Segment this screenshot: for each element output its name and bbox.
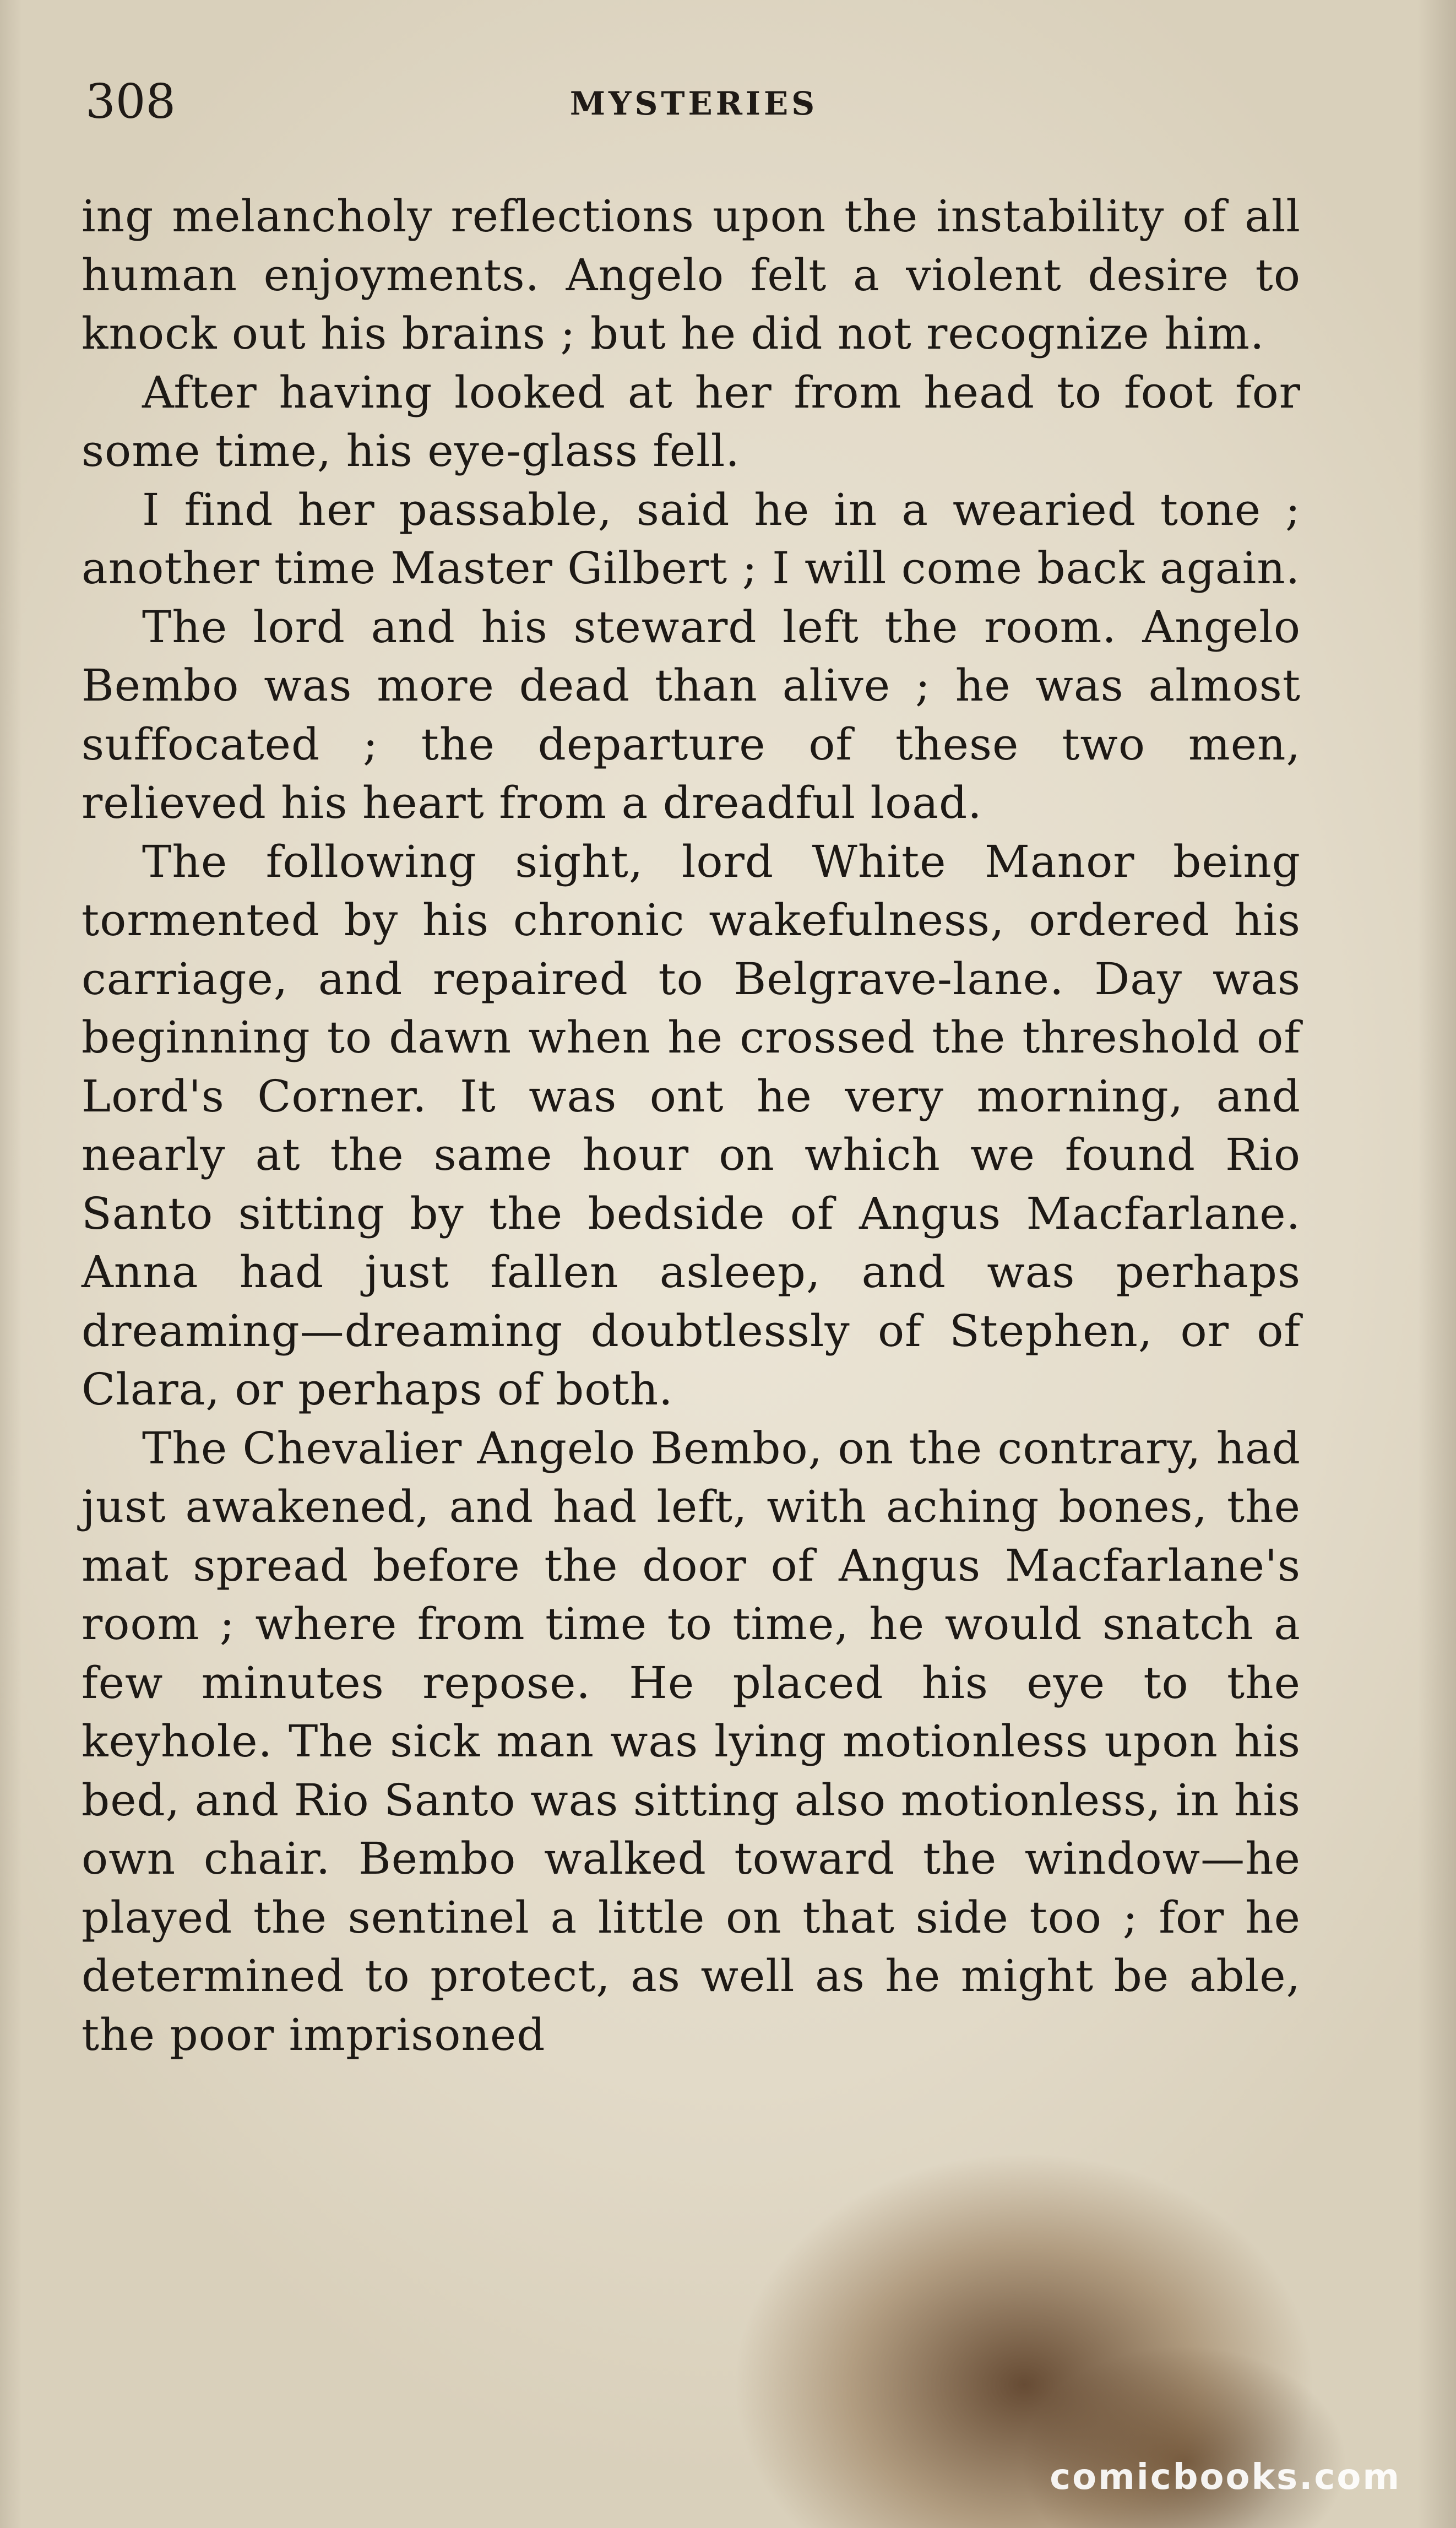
- paragraph-5: The following sight, lord White Manor being tormented by his chronic wakefulness, ordered his carriage, and repaired to Belgrave-lane. Day was beginning to dawn when he crossed the threshold of Lord's Corner. It was ont he very morning, and nearly at the same hour on which we found Rio Santo sitting by the bedside of Angus Macfarlane. Anna had just fallen asleep, and was perhaps dreaming—dreaming doubtlessly of Stephen, or of Clara, or perhaps of both.: [82, 836, 1301, 1415]
- paragraph-6: The Chevalier Angelo Bembo, on the contrary, had just awakened, and had left, with aching bones, the mat spread before the door of Angus Macfarlane's room ; where from time to time, he would snatch a few minutes repose. He placed his eye to the keyhole. The sick man was lying motionless upon his bed, and Rio Santo was sitting also motionless, in his own chair. Bembo walked toward the window—he played the sentinel a little on that side too ; for he determined to protect, as well as he might be able, the poor imprisoned: [82, 1422, 1301, 2060]
- watermark: comicbooks.com: [1050, 2457, 1401, 2498]
- paragraph-3: I find her passable, said he in a wearied tone ; another time Master Gilbert ; I will come back again.: [82, 484, 1301, 594]
- paragraph-1: ing melancholy reflections upon the instability of all human enjoyments. Angelo felt a violent desire to knock out his brains ; but he did not recognize him.: [82, 191, 1301, 359]
- running-head: MYSTERIES: [569, 85, 818, 122]
- paragraph-4: The lord and his steward left the room. Angelo Bembo was more dead than alive ; he was almost suffocated ; the departure of these two men, relieved his heart from a dreadful load.: [82, 601, 1301, 828]
- body-text: [82, 187, 1301, 2064]
- page-header: [85, 66, 1302, 138]
- page-edge-shadow-left: [0, 0, 22, 2528]
- page-edge-shadow-right: [1417, 0, 1456, 2528]
- paragraph-2: After having looked at her from head to foot for some time, his eye-glass fell.: [82, 366, 1301, 476]
- page-number: 308: [85, 74, 176, 129]
